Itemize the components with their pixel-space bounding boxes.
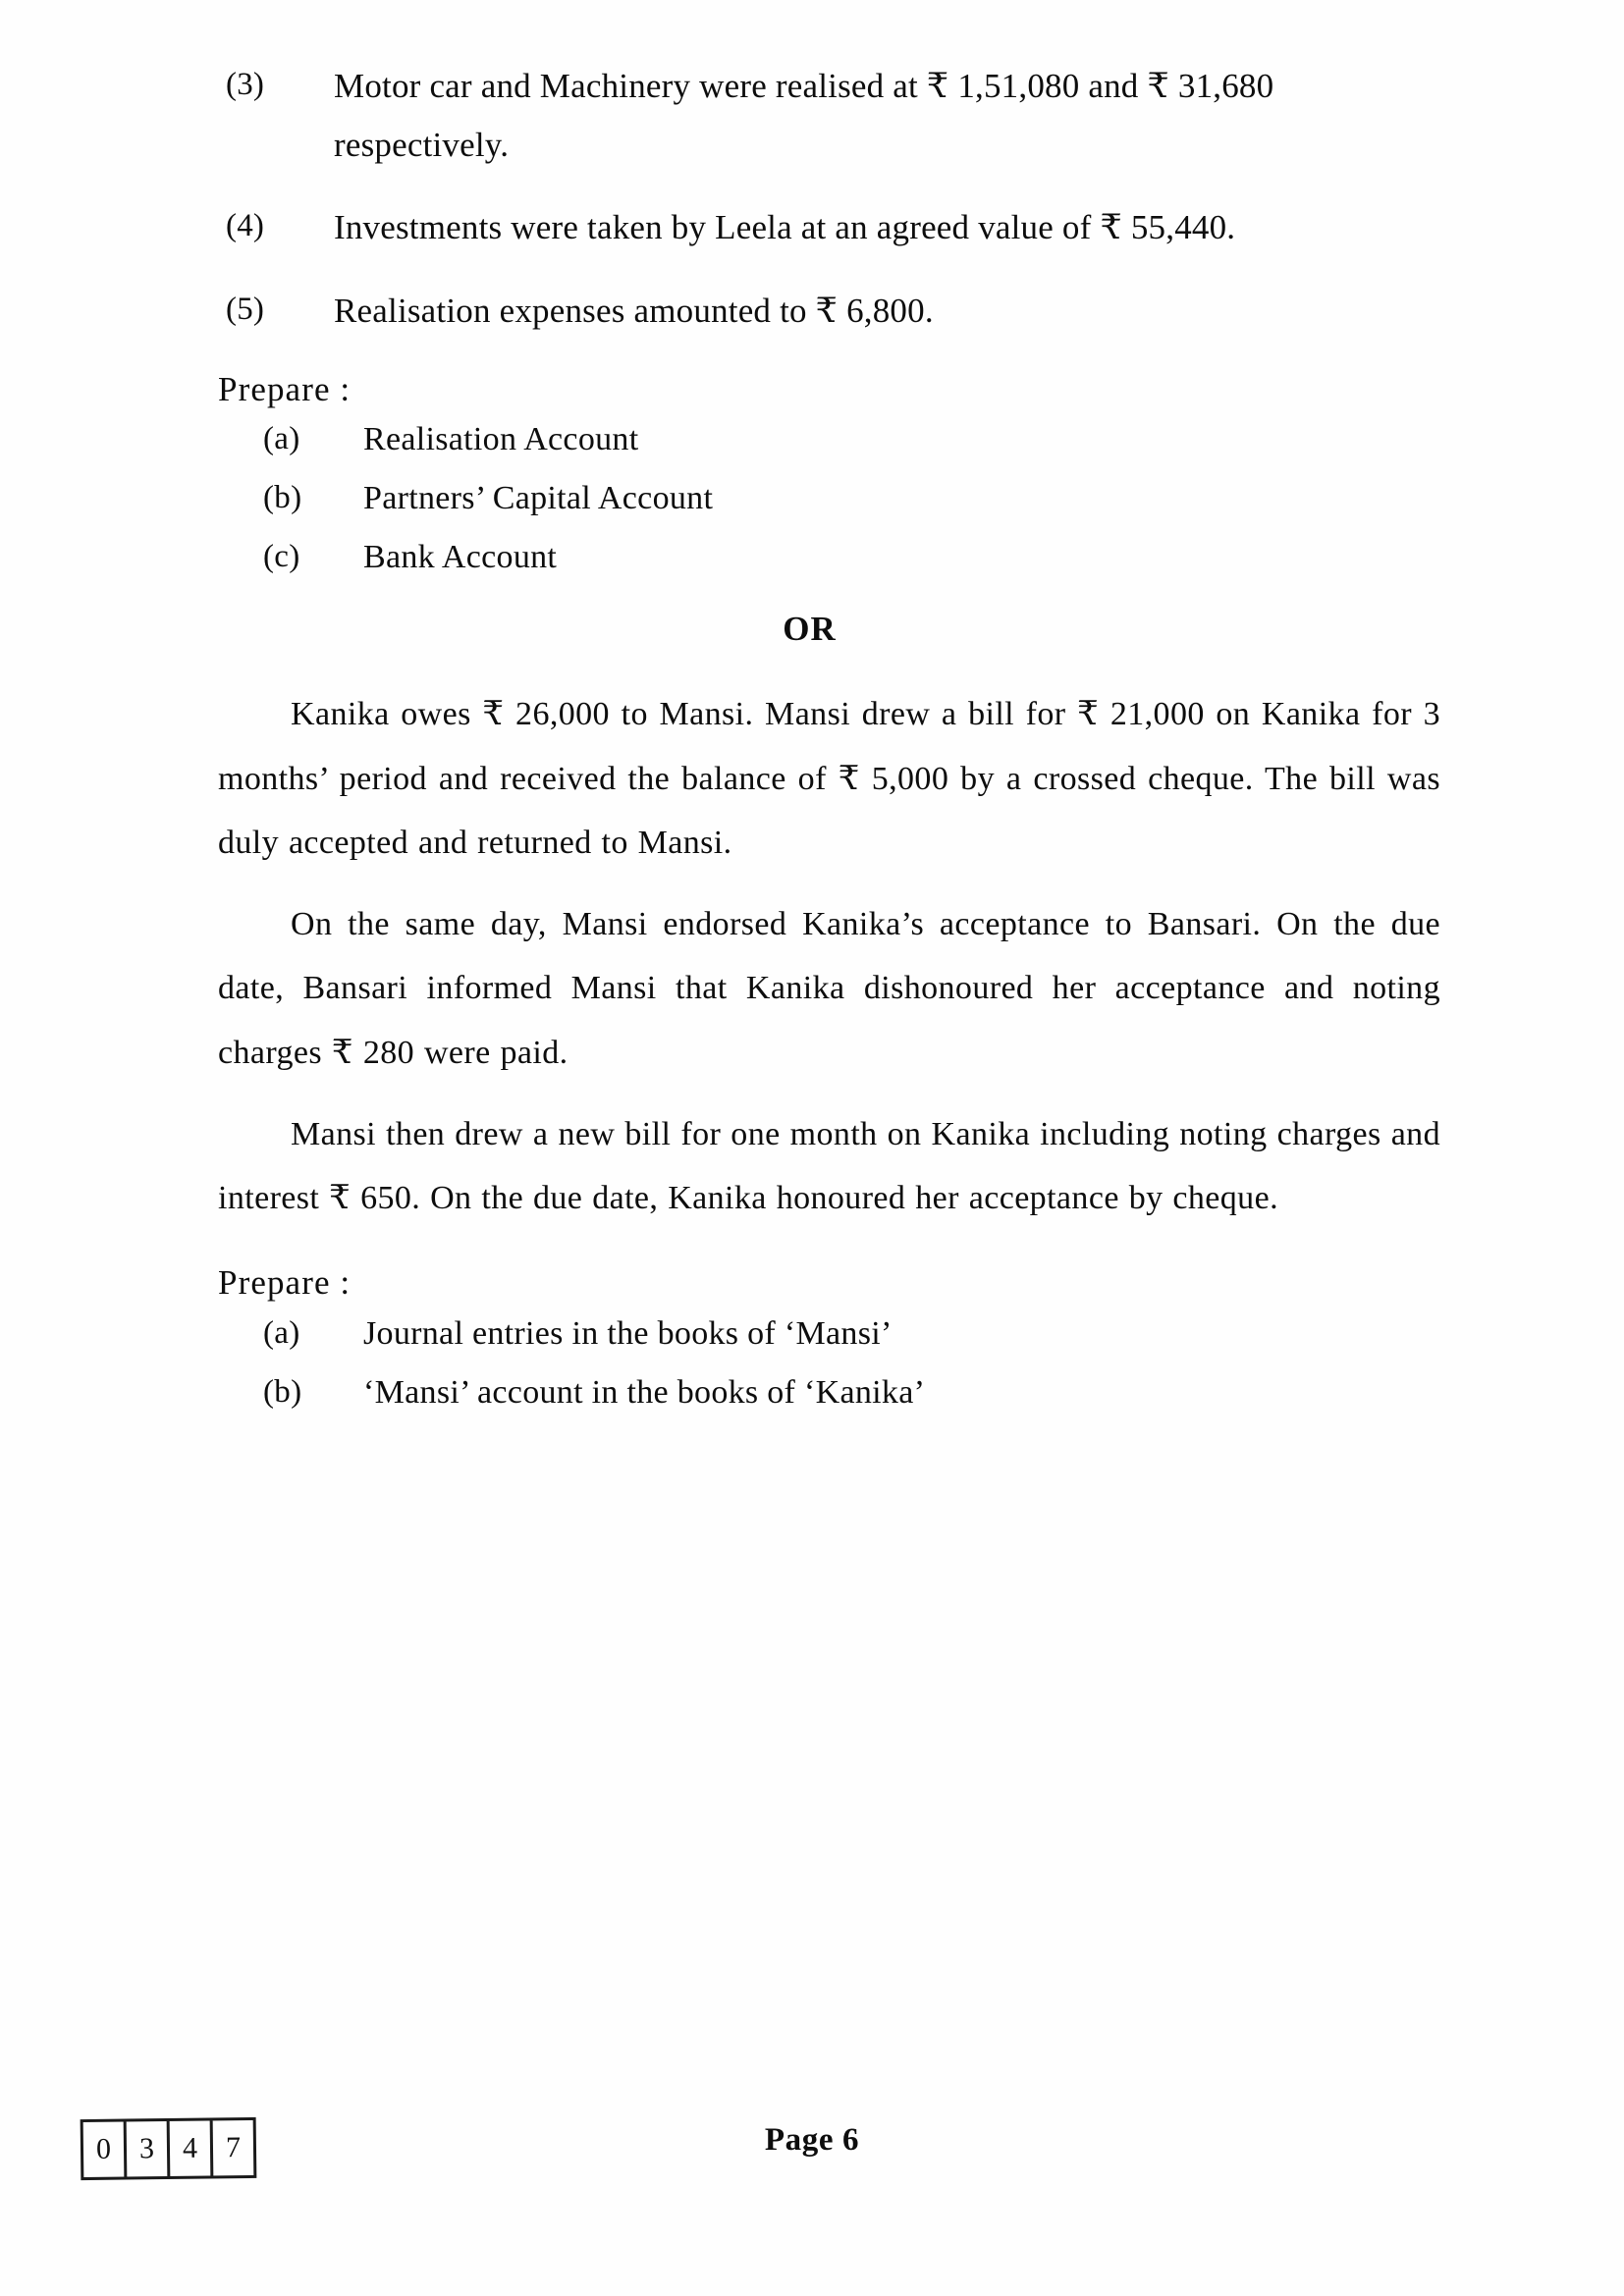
prepare-items-list-two — [218, 1314, 1440, 1411]
item-marker: (3) — [226, 67, 265, 102]
question-paragraph: Kanika owes ₹ 26,000 to Mansi. Mansi drew a bill for ₹ 21,000 on Kanika for 3 months’ period and received the balance of ₹ 5,000 by a crossed cheque. The bill was duly accepted and returned to Mansi. — [218, 696, 1440, 861]
item-marker: (a) — [263, 1314, 300, 1351]
item-text: Realisation Account — [363, 421, 639, 458]
code-digit: 4 — [170, 2120, 214, 2176]
item-marker: (b) — [263, 1373, 302, 1410]
item-text: Motor car and Machinery were realised at ₹ 1,51,080 and ₹ 31,680 respectively. — [334, 67, 1274, 165]
lettered-item — [218, 423, 1440, 456]
or-divider: OR — [783, 610, 837, 649]
item-marker: (b) — [263, 480, 302, 516]
item-marker: (c) — [263, 539, 300, 575]
lettered-item — [218, 1373, 1440, 1411]
prepare-heading-two: Prepare : — [218, 1263, 352, 1303]
prepare-heading-one: Prepare : — [218, 369, 352, 408]
item-text: Journal entries in the books of ‘Mansi’ — [363, 1314, 893, 1352]
page-footer — [0, 2099, 1624, 2216]
lettered-item — [218, 541, 1440, 574]
item-text: ‘Mansi’ account in the books of ‘Kanika’ — [363, 1373, 926, 1411]
numbered-item — [218, 57, 1440, 175]
code-digit: 7 — [225, 2131, 242, 2164]
item-marker: (5) — [226, 291, 265, 327]
item-text: Bank Account — [363, 539, 558, 576]
item-marker: (a) — [263, 421, 300, 457]
code-digit: 3 — [127, 2121, 171, 2177]
question-paragraph: Mansi then drew a new bill for one month on Kanika including noting charges and interest ₹ 650. On the due date, Kanika honoured her acceptance by cheque. — [218, 1115, 1440, 1217]
code-digit: 0 — [83, 2122, 128, 2178]
prepare-items-list-one — [218, 423, 1440, 574]
numbered-item — [218, 282, 1440, 341]
item-text: Partners’ Capital Account — [363, 480, 714, 517]
numbered-conditions-list — [218, 57, 1440, 341]
numbered-item — [218, 198, 1440, 257]
page-number-label: Page 6 — [764, 2122, 860, 2158]
question-content — [218, 57, 1440, 1435]
item-text: Realisation expenses amounted to ₹ 6,800. — [334, 291, 934, 330]
item-text: Investments were taken by Leela at an agreed value of ₹ 55,440. — [334, 208, 1236, 247]
lettered-item — [218, 482, 1440, 515]
lettered-item — [218, 1314, 1440, 1352]
question-paragraph: On the same day, Mansi endorsed Kanika’s acceptance to Bansari. On the due date, Bansari informed Mansi that Kanika dishonoured her acceptance and noting charges ₹ 280 were paid. — [218, 906, 1440, 1071]
item-marker: (4) — [226, 208, 265, 244]
